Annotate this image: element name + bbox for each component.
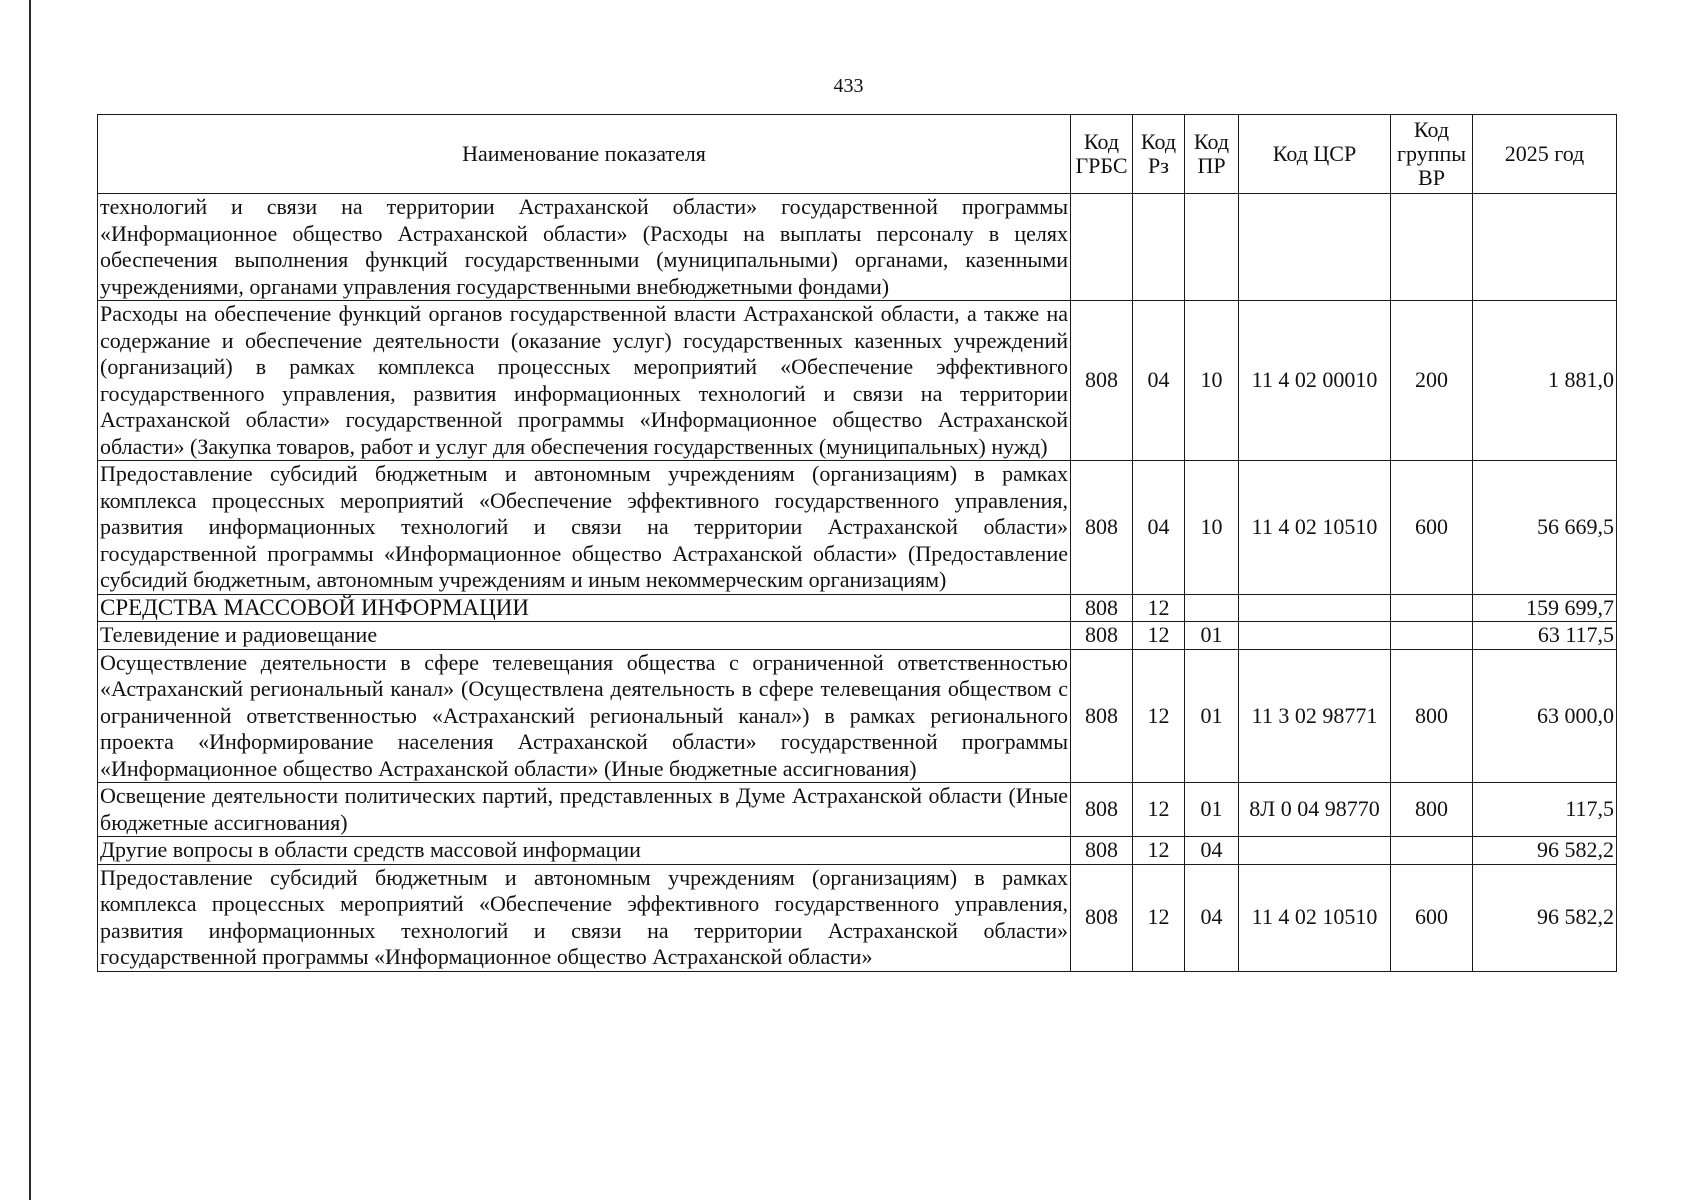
row-rz: 12 [1133, 837, 1185, 865]
row-rz: 12 [1133, 594, 1185, 622]
row-name: Телевидение и радиовещание [98, 622, 1071, 650]
row-vr: 600 [1391, 864, 1473, 971]
row-amount: 63 117,5 [1473, 622, 1617, 650]
row-pr [1185, 594, 1239, 622]
row-grbs: 808 [1071, 301, 1133, 461]
row-amount: 159 699,7 [1473, 594, 1617, 622]
table-row [98, 837, 1617, 865]
header-grbs: Код ГРБС [1071, 115, 1133, 194]
row-grbs: 808 [1071, 864, 1133, 971]
row-rz: 04 [1133, 301, 1185, 461]
row-pr: 01 [1185, 649, 1239, 783]
row-pr: 10 [1185, 461, 1239, 595]
row-amount [1473, 194, 1617, 301]
row-csr: 11 4 02 00010 [1239, 301, 1391, 461]
row-csr: 11 3 02 98771 [1239, 649, 1391, 783]
scan-edge-line [29, 0, 31, 1200]
row-rz: 12 [1133, 622, 1185, 650]
row-name: Предоставление субсидий бюджетным и автономным учреждениям (организациям) в рамках комплекса процессных мероприятий «Обеспечение эффективного государственного управления, развития информационных технологий и связи на территории Астраханской области» государственной программы «Информационное общество Астраханской области» (Предоставление субсидий бюджетным, автономным учреждениям и иным некоммерческим организациям) [98, 461, 1071, 595]
table-row [98, 461, 1617, 595]
row-vr: 800 [1391, 783, 1473, 837]
header-name: Наименование показателя [98, 115, 1071, 194]
row-vr [1391, 622, 1473, 650]
row-grbs [1071, 194, 1133, 301]
table-row [98, 622, 1617, 650]
table-row [98, 864, 1617, 971]
row-amount: 63 000,0 [1473, 649, 1617, 783]
row-name: Расходы на обеспечение функций органов государственной власти Астраханской области, а также на содержание и обеспечение деятельности (оказание услуг) государственных казенных учреждений (организаций) в рамках комплекса процессных мероприятий «Обеспечение эффективного государственного управления, развития информационных технологий и связи на территории Астраханской области» государственной программы «Информационное общество Астраханской области» (Закупка товаров, работ и услуг для обеспечения государственных (муниципальных) нужд) [98, 301, 1071, 461]
row-rz: 12 [1133, 864, 1185, 971]
row-rz: 12 [1133, 783, 1185, 837]
header-pr: Код ПР [1185, 115, 1239, 194]
row-amount: 56 669,5 [1473, 461, 1617, 595]
header-csr: Код ЦСР [1239, 115, 1391, 194]
budget-table [97, 114, 1617, 972]
row-amount: 96 582,2 [1473, 864, 1617, 971]
row-vr [1391, 594, 1473, 622]
table-row [98, 783, 1617, 837]
row-name: технологий и связи на территории Астраханской области» государственной программы «Информационное общество Астраханской области» (Расходы на выплаты персоналу в целях обеспечения выполнения функций государственными (муниципальными) органами, казенными учреждениями, органами управления государственными внебюджетными фондами) [98, 194, 1071, 301]
row-csr: 8Л 0 04 98770 [1239, 783, 1391, 837]
header-year: 2025 год [1473, 115, 1617, 194]
table-row [98, 649, 1617, 783]
row-csr [1239, 837, 1391, 865]
row-pr: 01 [1185, 622, 1239, 650]
header-rz: Код Рз [1133, 115, 1185, 194]
row-grbs: 808 [1071, 783, 1133, 837]
row-csr: 11 4 02 10510 [1239, 461, 1391, 595]
row-name: Осуществление деятельности в сфере телевещания общества с ограниченной ответственностью «Астраханский региональный канал» (Осуществлена деятельность в сфере телевещания обществом с ограниченной ответственностью «Астраханский региональный канал») в рамках регионального проекта «Информирование населения Астраханской области» государственной программы «Информационное общество Астраханской области» (Иные бюджетные ассигнования) [98, 649, 1071, 783]
header-row [98, 115, 1617, 194]
row-amount: 1 881,0 [1473, 301, 1617, 461]
row-csr [1239, 622, 1391, 650]
row-name: Предоставление субсидий бюджетным и автономным учреждениям (организациям) в рамках комплекса процессных мероприятий «Обеспечение эффективного государственного управления, развития информационных технологий и связи на территории Астраханской области» государственной программы «Информационное общество Астраханской области» [98, 864, 1071, 971]
header-vr: Код группы ВР [1391, 115, 1473, 194]
table-row [98, 301, 1617, 461]
row-amount: 96 582,2 [1473, 837, 1617, 865]
row-rz [1133, 194, 1185, 301]
row-pr: 01 [1185, 783, 1239, 837]
table-row [98, 594, 1617, 622]
row-pr [1185, 194, 1239, 301]
row-grbs: 808 [1071, 461, 1133, 595]
row-rz: 12 [1133, 649, 1185, 783]
row-csr [1239, 194, 1391, 301]
row-vr [1391, 837, 1473, 865]
row-vr [1391, 194, 1473, 301]
row-vr: 600 [1391, 461, 1473, 595]
table-row [98, 194, 1617, 301]
row-pr: 04 [1185, 864, 1239, 971]
row-grbs: 808 [1071, 649, 1133, 783]
row-grbs: 808 [1071, 622, 1133, 650]
row-grbs: 808 [1071, 594, 1133, 622]
row-rz: 04 [1133, 461, 1185, 595]
page-number: 433 [833, 75, 864, 97]
row-vr: 200 [1391, 301, 1473, 461]
row-name: Другие вопросы в области средств массовой информации [98, 837, 1071, 865]
row-pr: 10 [1185, 301, 1239, 461]
row-csr: 11 4 02 10510 [1239, 864, 1391, 971]
row-csr [1239, 594, 1391, 622]
row-name: СРЕДСТВА МАССОВОЙ ИНФОРМАЦИИ [98, 594, 1071, 622]
row-vr: 800 [1391, 649, 1473, 783]
row-amount: 117,5 [1473, 783, 1617, 837]
row-grbs: 808 [1071, 837, 1133, 865]
row-pr: 04 [1185, 837, 1239, 865]
row-name: Освещение деятельности политических партий, представленных в Думе Астраханской области (Иные бюджетные ассигнования) [98, 783, 1071, 837]
